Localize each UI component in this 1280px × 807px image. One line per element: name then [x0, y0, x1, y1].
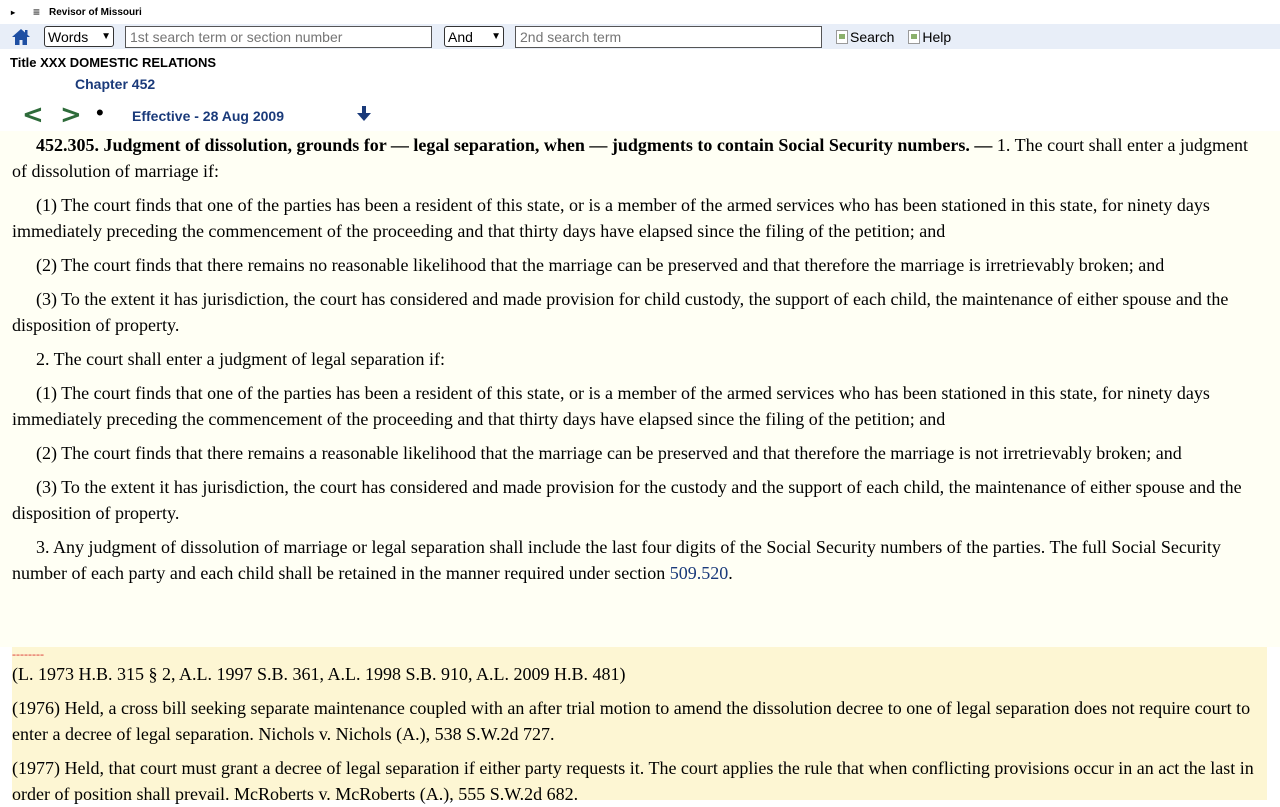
source-citation: (L. 1973 H.B. 315 § 2, A.L. 1997 S.B. 361, A.L. 1998 S.B. 910, A.L. 2009 H.B. 481) — [12, 664, 626, 684]
menu-icon[interactable]: ≡ — [33, 5, 41, 19]
help-button-label: Help — [922, 28, 952, 45]
subsection-2-1: (1) The court finds that one of the parties has been a resident of this state, or is a member of the armed services who has been stationed in this state, for ninety days immediately preceding the commencement of the proceeding and that thirty days have elapsed since the filing of the petition; and — [12, 383, 1210, 429]
help-button[interactable] — [908, 29, 951, 45]
subsection-3-text: 3. Any judgment of dissolution of marriage or legal separation shall include the last four digits of the Social Security numbers of the parties. The full Social Security number of each party and each child shall be retained in the manner required under section — [12, 537, 1221, 583]
subsection-1-1: (1) The court finds that one of the parties has been a resident of this state, or is a member of the armed services who has been stationed in this state, for ninety days immediately preceding the commencement of the proceeding and that thirty days have elapsed since the filing of the petition; and — [12, 195, 1210, 241]
broken-image-icon — [908, 30, 920, 44]
subsection-3 — [12, 534, 1257, 586]
second-search-input[interactable]: 2nd search term — [515, 26, 822, 48]
section-nav — [22, 100, 422, 130]
divider: -------- — [12, 647, 44, 661]
title-heading: Title XXX DOMESTIC RELATIONS — [10, 55, 217, 70]
current-section-dot[interactable]: • — [96, 100, 104, 125]
case-note: (1976) Held, a cross bill seeking separate maintenance coupled with an after trial motion to amend the dissolution decree to one of legal separation does not require court to enter a decree of legal separation. Nichols v. Nichols (A.), 538 S.W.2d 727. — [12, 698, 1251, 744]
subsection-2-2: (2) The court finds that there remains a reasonable likelihood that the marriage can be preserved and that therefore the marriage is not irretrievably broken; and — [36, 443, 1182, 463]
home-icon[interactable] — [10, 27, 32, 47]
first-search-input[interactable]: 1st search term or section number — [125, 26, 432, 48]
section-heading: 452.305. Judgment of dissolution, grounds for — legal separation, when — judgments to contain Social Security numbers. — — [36, 135, 993, 155]
next-section-button[interactable]: > — [60, 100, 82, 130]
search-button[interactable] — [836, 29, 894, 45]
search-bar — [0, 24, 1280, 49]
section-509-520-link[interactable]: 509.520 — [669, 563, 729, 583]
history-notes — [12, 647, 1267, 804]
subsection-2: 2. The court shall enter a judgment of legal separation if: — [36, 349, 446, 369]
arrow-down-icon[interactable] — [355, 105, 373, 128]
previous-section-button[interactable]: < — [22, 100, 44, 130]
subsection-2-3: (3) To the extent it has jurisdiction, the court has considered and made provision for the custody and the support of each child, the maintenance of either spouse and the disposition of property. — [12, 477, 1242, 523]
expand-triangle-icon[interactable]: ▸ — [11, 7, 16, 17]
subsection-3-end: . — [728, 563, 733, 583]
search-button-label: Search — [850, 28, 895, 45]
subsection-1-3: (3) To the extent it has jurisdiction, the court has considered and made provision for child custody, the support of each child, the maintenance of either spouse and the disposition of property. — [12, 289, 1229, 335]
effective-date: Effective - 28 Aug 2009 — [132, 108, 284, 124]
subsection-1-2: (2) The court finds that there remains no reasonable likelihood that the marriage can be preserved and that therefore the marriage is irretrievably broken; and — [36, 255, 1165, 275]
chevron-down-icon: ▼ — [101, 31, 111, 42]
operator-value: And — [448, 28, 473, 45]
statute-text — [0, 131, 1280, 647]
chevron-down-icon: ▼ — [491, 31, 501, 42]
operator-select[interactable] — [444, 26, 504, 47]
case-note: (1977) Held, that court must grant a decree of legal separation if either party requests it. The court applies the rule that when conflicting provisions occur in an act the last in order of position shall prevail. McRoberts v. McRoberts (A.), 555 S.W.2d 682. — [12, 758, 1254, 804]
subsection-1-text: 1. The court shall enter a judgment of dissolution of marriage if: — [12, 135, 1249, 181]
search-mode-value: Words — [48, 28, 89, 45]
top-header — [0, 0, 1280, 24]
site-name: Revisor of Missouri — [49, 6, 142, 18]
broken-image-icon — [836, 30, 848, 44]
chapter-link[interactable]: Chapter 452 — [75, 76, 156, 92]
search-mode-select[interactable] — [44, 26, 114, 47]
subsection-1 — [12, 132, 1257, 184]
